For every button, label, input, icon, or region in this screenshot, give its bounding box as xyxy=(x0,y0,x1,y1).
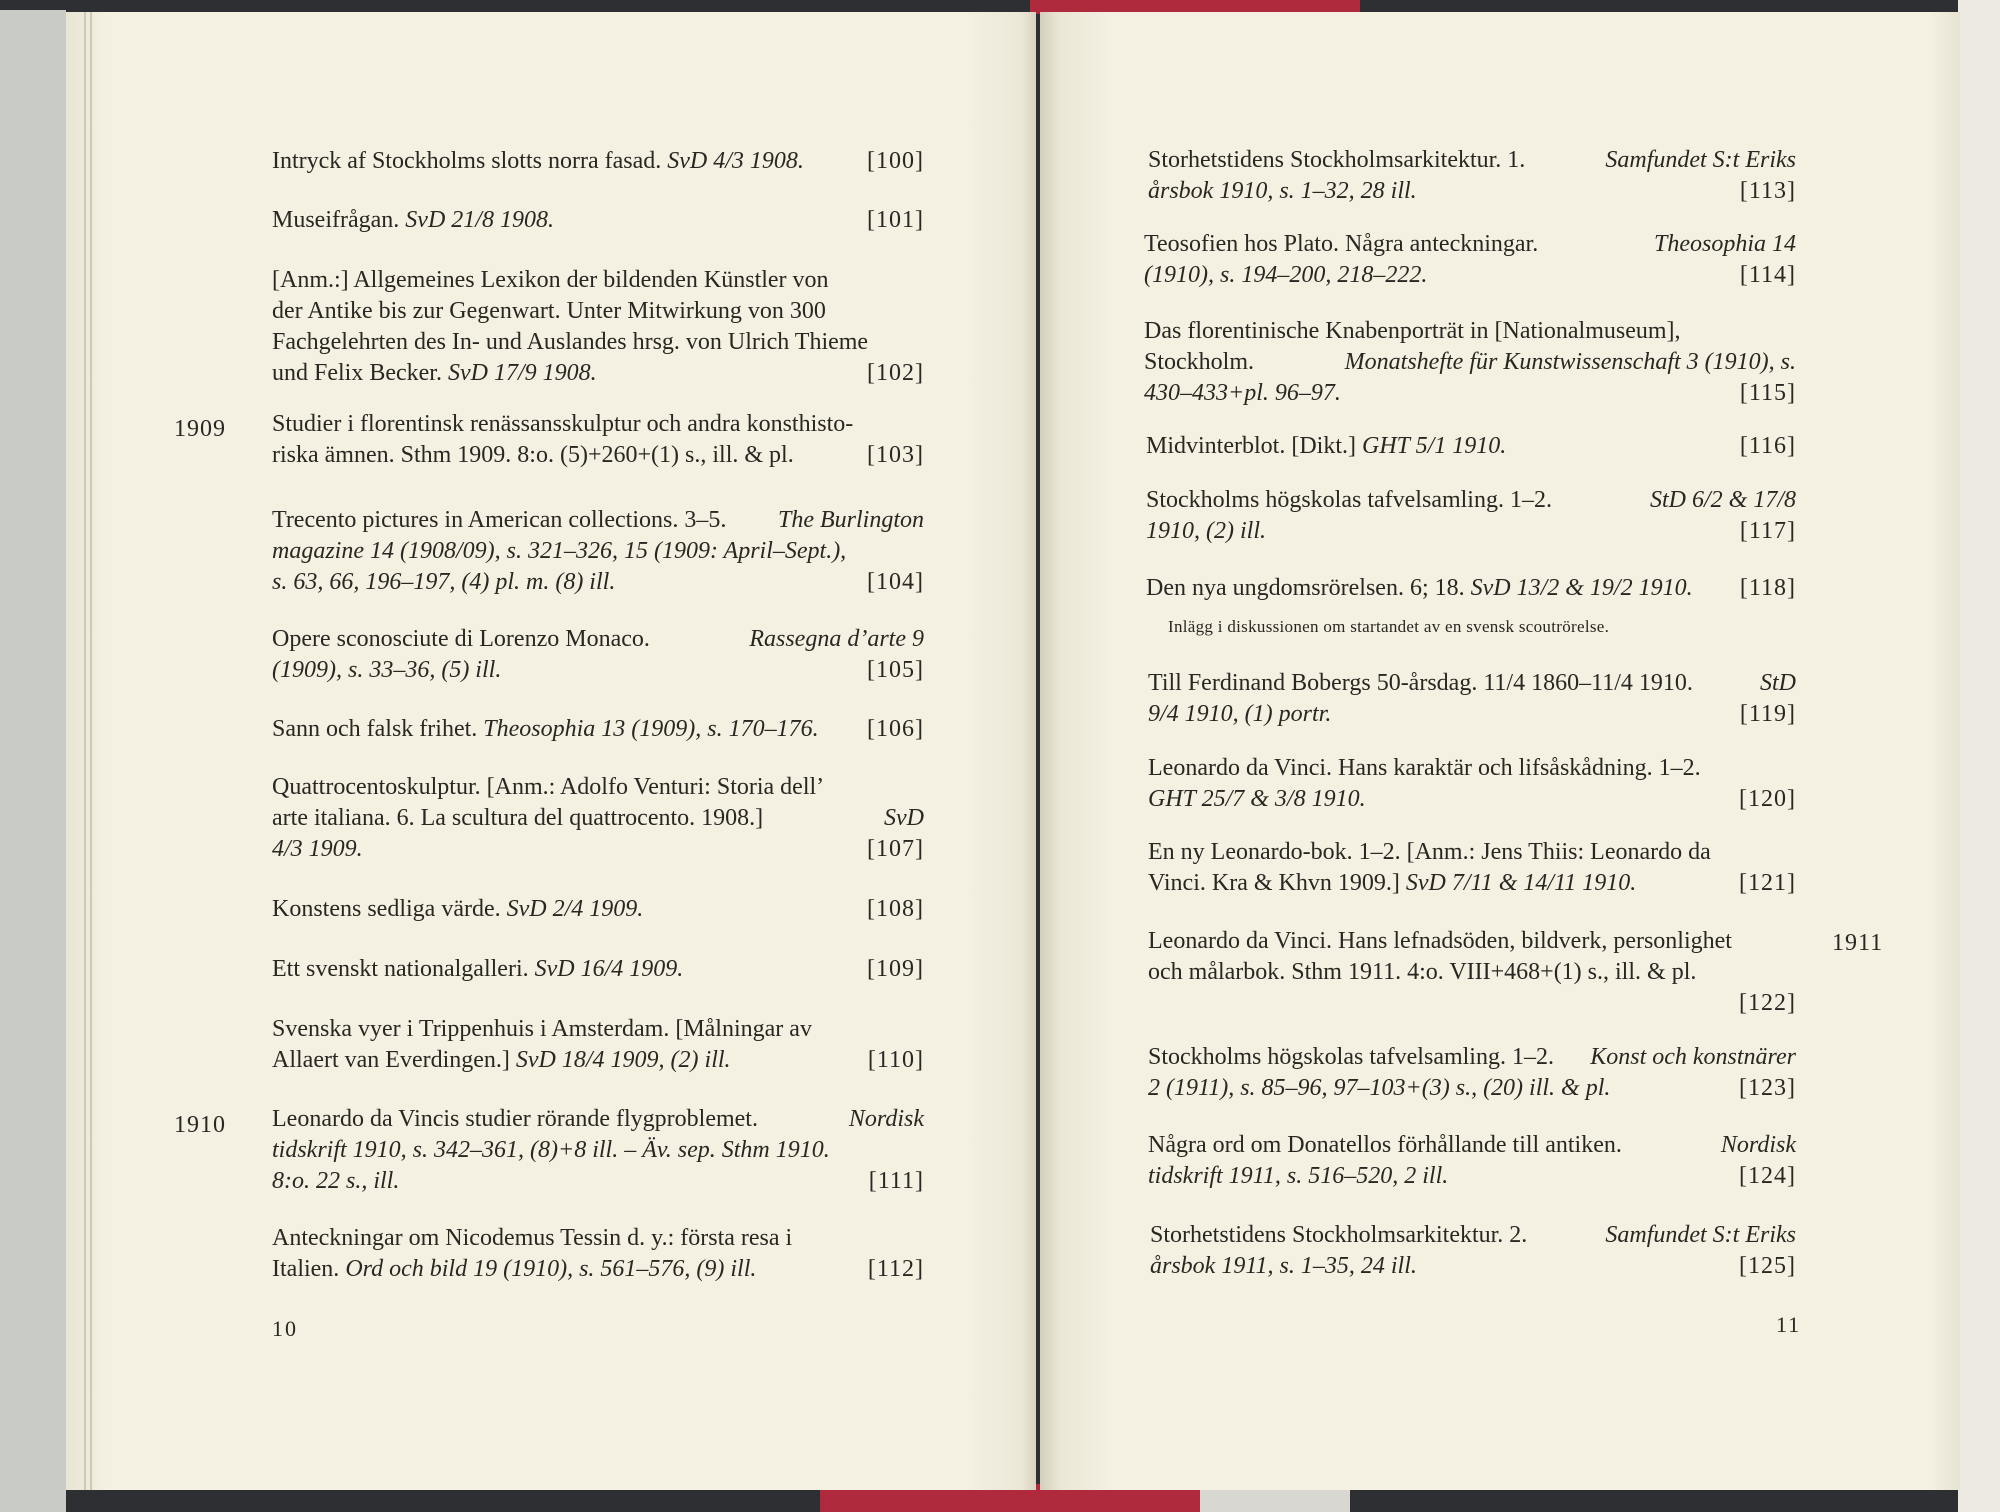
year-1909: 1909 xyxy=(174,416,226,442)
year-1911: 1911 xyxy=(1832,930,1884,956)
book-cover-left xyxy=(0,10,66,1512)
entry-105: Opere sconosciute di Lorenzo Monaco. Rassegna d’arte 9 (1909), s. 33–36, (5) ill. [105] xyxy=(272,626,924,683)
entry-102: [Anm.:] Allgemeines Lexikon der bildenden Künstler von der Antike bis zur Gegenwart. Unter Mitwirkung von 300 Fachgelehrten des In- und Auslandes hrsg. von Ulrich Thieme und Felix Becker. SvD 17/9 1908. [102] xyxy=(272,267,924,386)
entry-100: Intryck af Stockholms slotts norra fasad. SvD 4/3 1908. [100] xyxy=(272,148,924,174)
entry-113: Storhetstidens Stockholmsarkitektur. 1. Samfundet S:t Eriks årsbok 1910, s. 1–32, 28 ill. [113] xyxy=(1148,147,1796,204)
entry-103: Studier i florentinsk renässansskulptur och andra konsthisto- riska ämnen. Sthm 1909. 8:o. (5)+260+(1) s., ill. & pl. [103] xyxy=(272,411,924,468)
entry-118-note: Inlägg i diskussionen om startandet av en svensk scoutrörelse. xyxy=(1168,617,1610,636)
entry-111: Leonardo da Vincis studier rörande flygproblemet. Nordisk tidskrift 1910, s. 342–361, (8)+8 ill. – Äv. sep. Sthm 1910. 8:o. 22 s., ill. [111] xyxy=(272,1106,924,1194)
entry-104: Trecento pictures in American collections. 3–5. The Burlington magazine 14 (1908/09), s. 321–326, 15 (1909: April–Sept.), s. 63, 66, 196–197, (4) pl. m. (8) ill. [104] xyxy=(272,507,924,595)
book-cover-right xyxy=(1958,0,2000,1512)
entry-114: Teosofien hos Plato. Några anteckningar. Theosophia 14 (1910), s. 194–200, 218–222. [114] xyxy=(1144,231,1796,288)
entry-122: Leonardo da Vinci. Hans lefnadsöden, bildverk, personlighet och målarbok. Sthm 1911. 4:o. VIII+468+(1) s., ill. & pl. [122] xyxy=(1148,928,1796,1016)
entry-108: Konstens sedliga värde. SvD 2/4 1909. [108] xyxy=(272,896,924,922)
entry-101: Museifrågan. SvD 21/8 1908. [101] xyxy=(272,207,924,233)
entry-121: En ny Leonardo-bok. 1–2. [Anm.: Jens Thiis: Leonardo da Vinci. Kra & Khvn 1909.] SvD 7/11 & 14/11 1910. [121] xyxy=(1148,839,1796,896)
entry-118: Den nya ungdomsrörelsen. 6; 18. SvD 13/2 & 19/2 1910. [118] xyxy=(1146,575,1796,601)
entry-106: Sann och falsk frihet. Theosophia 13 (1909), s. 170–176. [106] xyxy=(272,716,924,742)
entry-110: Svenska vyer i Trippenhuis i Amsterdam. [Målningar av Allaert van Everdingen.] SvD 18/4 1909, (2) ill. [110] xyxy=(272,1016,924,1073)
entry-109: Ett svenskt nationalgalleri. SvD 16/4 1909. [109] xyxy=(272,956,924,982)
page-number-right: 11 xyxy=(1776,1312,1802,1337)
entry-119: Till Ferdinand Bobergs 50-årsdag. 11/4 1860–11/4 1910. StD 9/4 1910, (1) portr. [119] xyxy=(1148,670,1796,727)
page-number-left: 10 xyxy=(272,1316,298,1341)
entry-120: Leonardo da Vinci. Hans karaktär och lifsåskådning. 1–2. GHT 25/7 & 3/8 1910. [120] xyxy=(1148,755,1796,812)
entry-117: Stockholms högskolas tafvelsamling. 1–2. StD 6/2 & 17/8 1910, (2) ill. [117] xyxy=(1146,487,1796,544)
entry-123: Stockholms högskolas tafvelsamling. 1–2. Konst och konstnärer 2 (1911), s. 85–96, 97–103+(3) s., (20) ill. & pl. [123] xyxy=(1148,1044,1796,1101)
page-edge xyxy=(90,12,92,1490)
entry-125: Storhetstidens Stockholmsarkitektur. 2. Samfundet S:t Eriks årsbok 1911, s. 1–35, 24 ill. [125] xyxy=(1150,1222,1796,1279)
entry-112: Anteckningar om Nicodemus Tessin d. y.: första resa i Italien. Ord och bild 19 (1910), s. 561–576, (9) ill. [112] xyxy=(272,1225,924,1282)
year-1910: 1910 xyxy=(174,1112,226,1138)
entry-107: Quattrocentoskulptur. [Anm.: Adolfo Venturi: Storia dell’ arte italiana. 6. La scultura del quattrocento. 1908.] SvD 4/3 1909. [107] xyxy=(272,774,924,862)
entry-116: Midvinterblot. [Dikt.] GHT 5/1 1910. [116] xyxy=(1146,433,1796,459)
entry-124: Några ord om Donatellos förhållande till antiken. Nordisk tidskrift 1911, s. 516–520, 2 ill. [124] xyxy=(1148,1132,1796,1189)
page-edge xyxy=(84,12,86,1490)
entry-115: Das florentinische Knabenporträt in [Nationalmuseum], Stockholm. Monatshefte für Kunstwissenschaft 3 (1910), s. 430–433+pl. 96–97. [115] xyxy=(1144,318,1796,406)
